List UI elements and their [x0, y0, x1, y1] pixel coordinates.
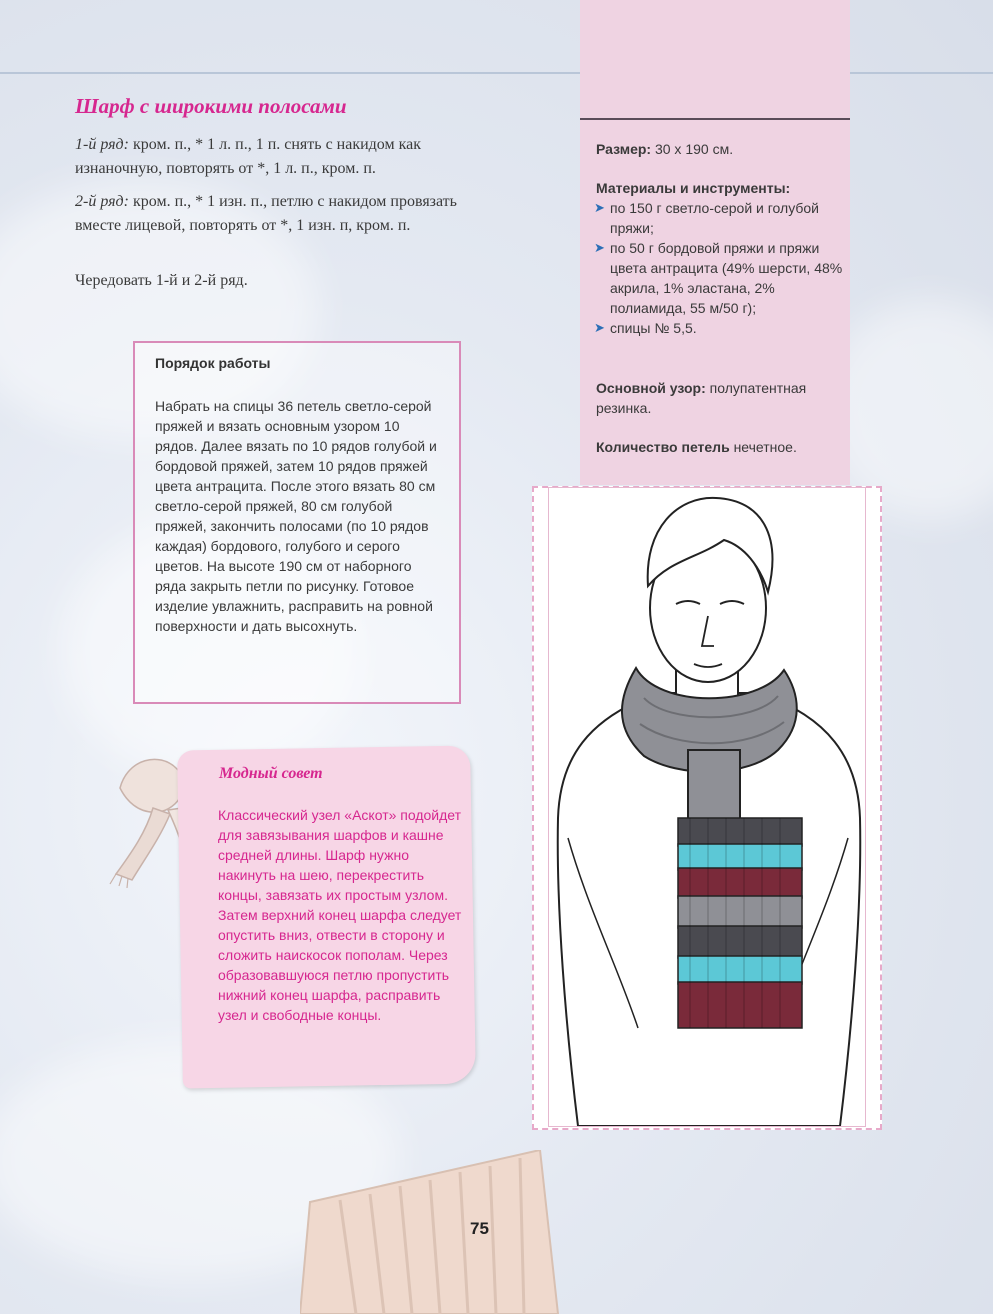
materials-item: ➤ по 150 г светло-серой и голубой пряжи;: [594, 200, 819, 236]
row-2-text: кром. п., * 1 изн. п., петлю с накидом провязать вместе лицевой, повторять от *, 1 изн. п, кром. п.: [75, 193, 457, 234]
work-order-box: [133, 341, 461, 704]
row-2-label: 2-й ряд:: [75, 193, 129, 210]
knitted-scarf-sample-image: [300, 1150, 560, 1314]
row-1-text: кром. п., * 1 л. п., 1 п. снять с накидом как изнаночную, повторять от *, 1 л. п., кром. п.: [75, 136, 422, 177]
arrow-bullet-icon: ➤: [594, 320, 605, 335]
stitch-count-spec: [596, 437, 841, 457]
page-number: 75: [470, 1219, 489, 1238]
arrow-bullet-icon: ➤: [594, 200, 605, 215]
materials-heading: Материалы и инструменты:: [596, 180, 791, 196]
specs-panel-divider: [580, 118, 850, 120]
size-spec: [596, 139, 841, 159]
work-order-title: Порядок работы: [155, 355, 271, 371]
main-pattern-label: Основной узор:: [596, 380, 706, 396]
stitch-count-label: Количество петель: [596, 439, 730, 455]
stitch-count-value: нечетное.: [729, 439, 797, 455]
materials-list: [596, 198, 846, 338]
materials-item: ➤ по 50 г бордовой пряжи и пряжи цвета антрацита (49% шерсти, 48% акрила, 1% эластана, 2% полиамида, 55 м/50 г);: [594, 240, 843, 316]
row-1-instruction: [75, 133, 495, 181]
size-value: 30 х 190 см.: [651, 141, 734, 157]
row-2-instruction: [75, 190, 495, 238]
page-title: Шарф с широкими полосами: [75, 94, 347, 118]
fashion-tip-title: Модный совет: [219, 765, 323, 782]
work-order-text: Набрать на спицы 36 петель светло-серой пряжей и вязать основным узором 10 рядов. Далее вязать по 10 рядов голубой и бордовой пряжей, затем 10 рядов пряжей цвета антрацита. После этого вязать 80 см светло-серой пряжей, 80 см голубой пряжей, закончить полосами (по 10 рядов каждая) бордового, голубого и серого цветов. На высоте 190 см от наборного ряда закрыть петли по рисунку. Готовое изделие увлажнить, расправить на ровной поверхности и дать высохнуть.: [155, 398, 437, 634]
main-pattern-value: полупатентная резинка.: [596, 380, 807, 416]
alternate-rows-note: Чередовать 1-й и 2-й ряд.: [75, 272, 248, 289]
row-1-label: 1-й ряд:: [75, 136, 129, 153]
man-with-scarf-illustration: [548, 488, 866, 1126]
fashion-tip-text: Классический узел «Аскот» подойдет для завязывания шарфов и кашне средней длины. Шарф нужно накинуть на шею, перекрестить концы, завязать их простым узлом. Затем верхний конец шарфа следует опустить вниз, отвести в сторону и сложить наискосок пополам. Через образовавшуюся петлю пропустить нижний конец шарфа, расправить узел и свободные концы.: [218, 807, 462, 1023]
main-pattern-spec: [596, 378, 841, 418]
arrow-bullet-icon: ➤: [594, 240, 605, 255]
materials-item: ➤ спицы № 5,5.: [594, 320, 697, 336]
size-label: Размер:: [596, 141, 652, 157]
